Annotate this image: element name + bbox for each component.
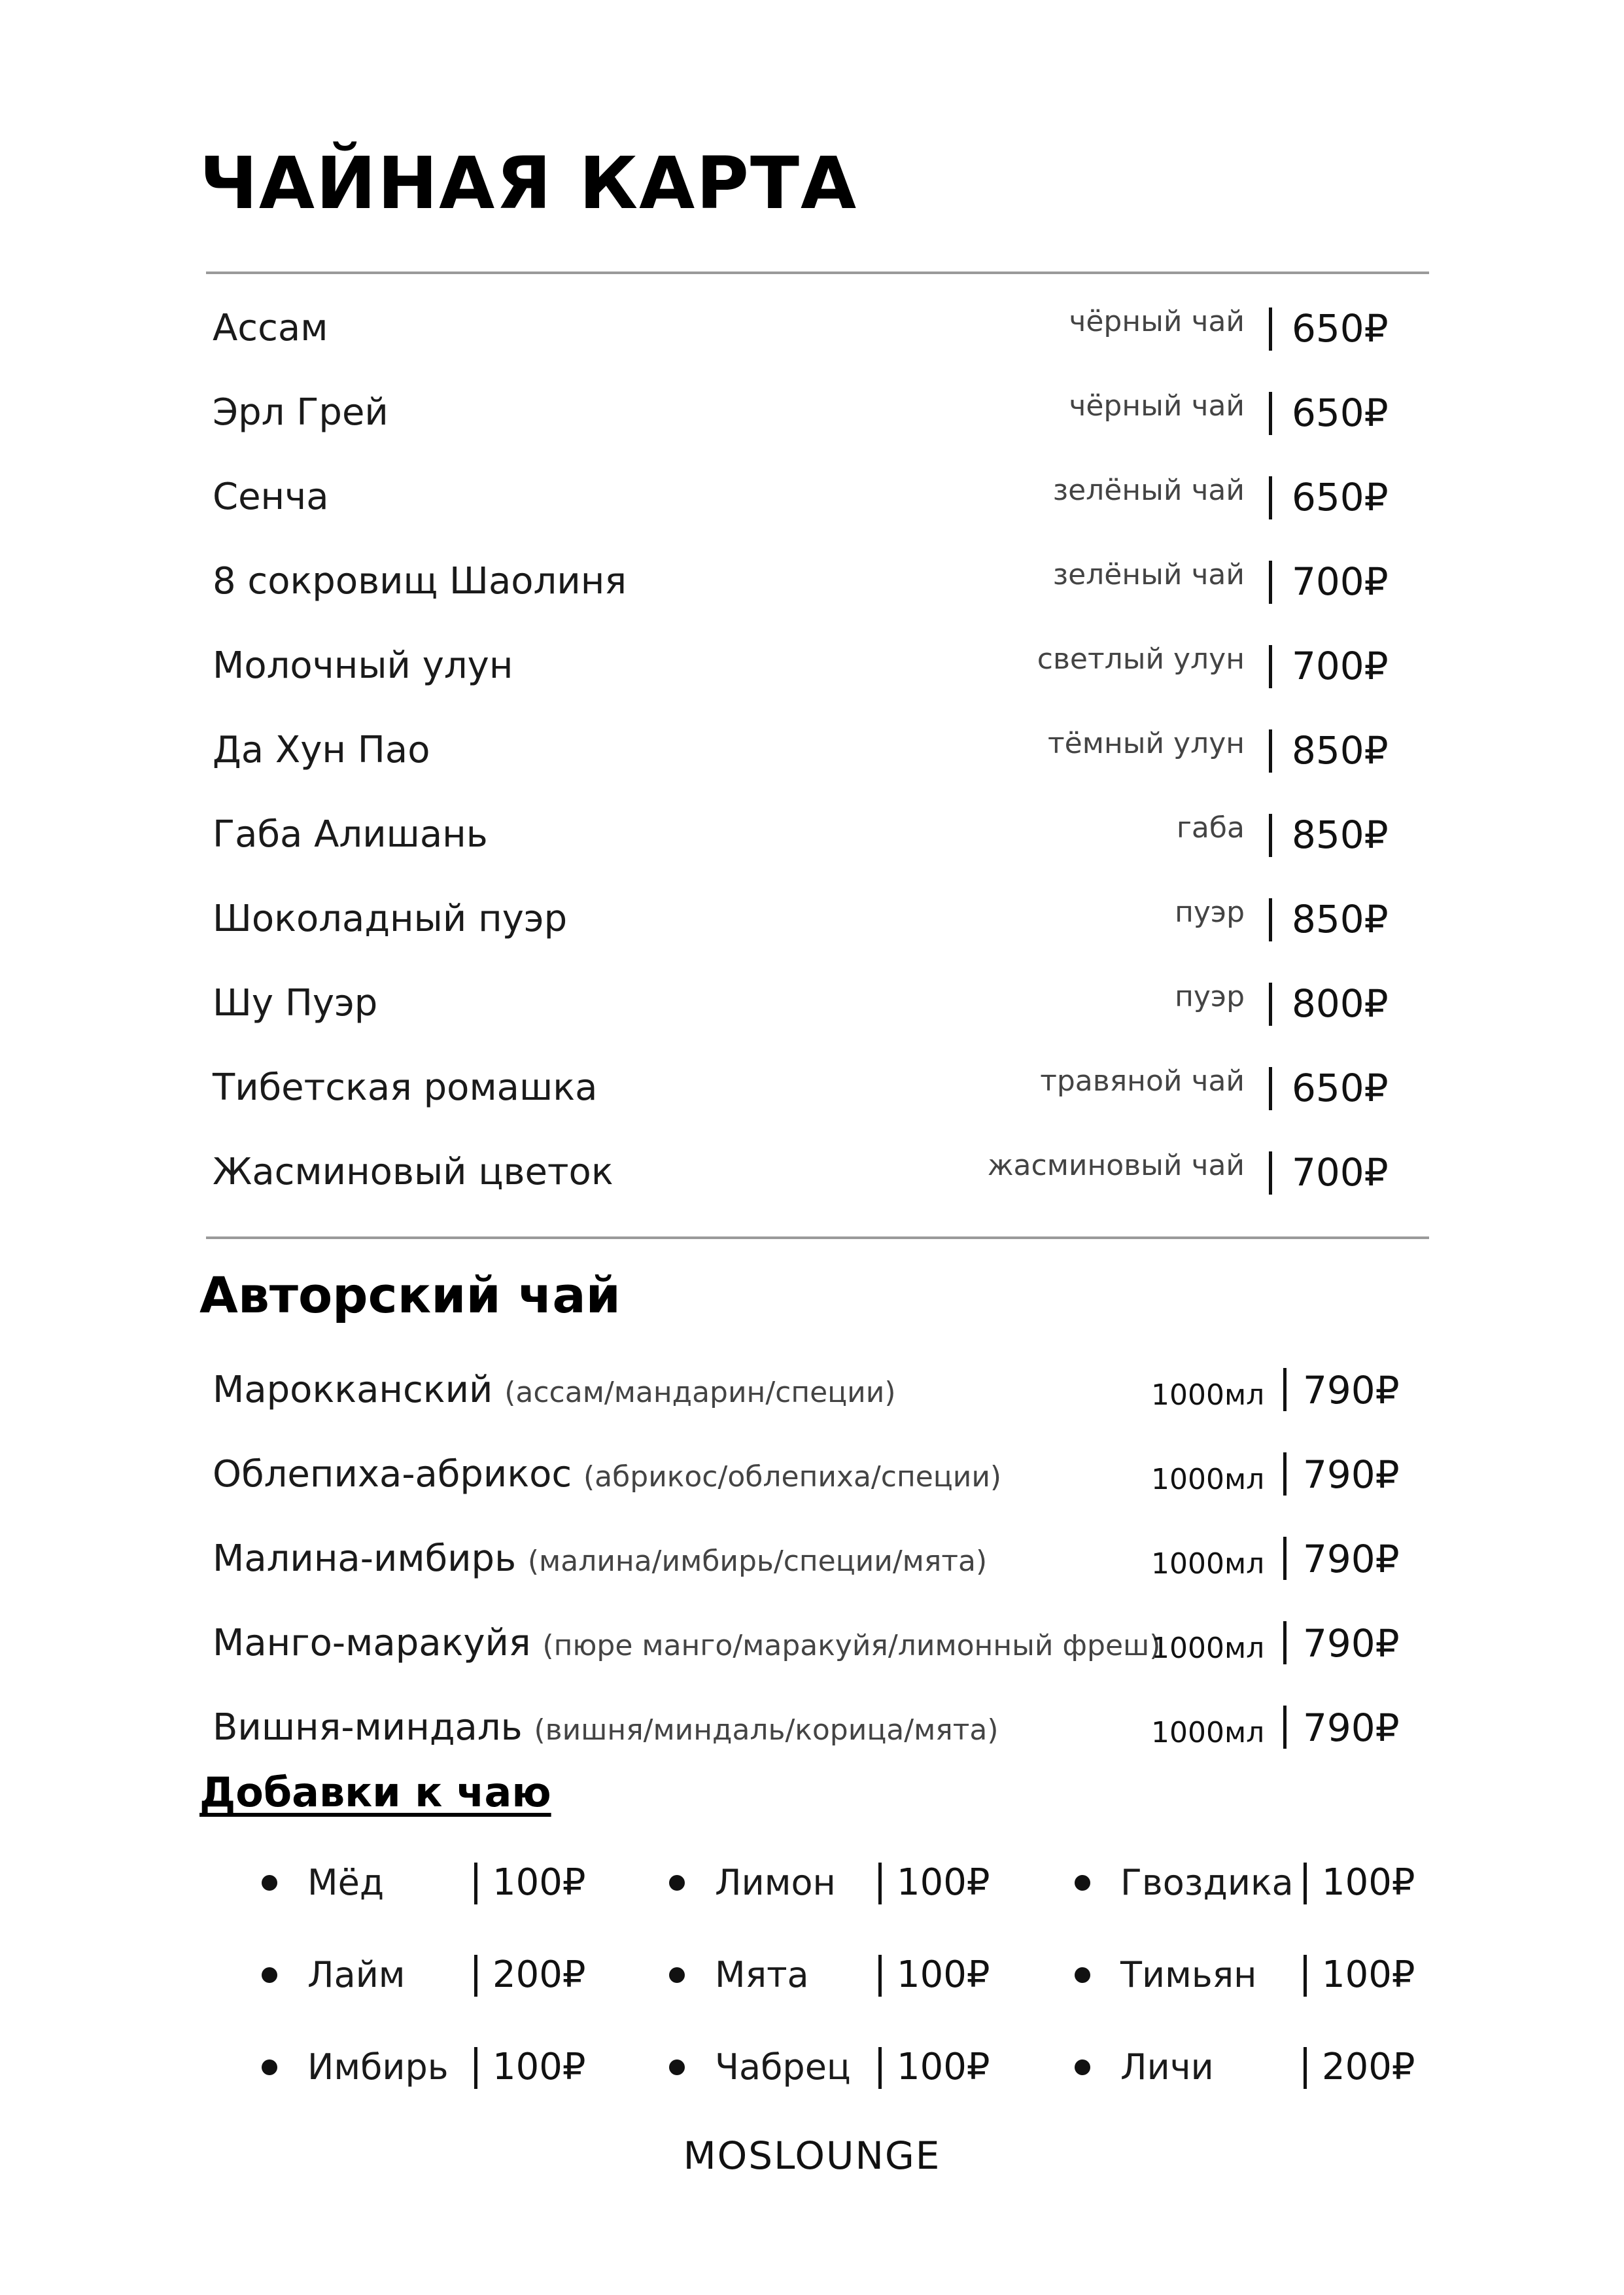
signature-name	[213, 1604, 1160, 1685]
bullet-icon	[262, 2059, 277, 2075]
addon-item	[669, 1847, 1094, 1919]
signature-name-text: Малина-имбирь	[213, 1537, 517, 1580]
signature-ingredients: (вишня/миндаль/корица/мята)	[534, 1713, 999, 1747]
tea-type: пуэр	[1175, 980, 1245, 1013]
addon-name: Мята	[715, 1954, 809, 1995]
price-separator	[1283, 1368, 1287, 1411]
tea-price: 700₽	[1292, 644, 1389, 688]
tea-price: 850₽	[1292, 813, 1389, 857]
price-separator	[1269, 392, 1272, 435]
addon-price: 100₽	[897, 1861, 990, 1904]
signature-row	[0, 1689, 1624, 1767]
signature-name	[213, 1435, 1001, 1516]
addons-section-title: Добавки к чаю	[199, 1768, 551, 1816]
signature-name	[213, 1520, 987, 1601]
tea-price: 700₽	[1292, 1150, 1389, 1195]
addon-price: 100₽	[1322, 1861, 1415, 1904]
price-separator	[1269, 898, 1272, 941]
signature-section-title: Авторский чай	[199, 1266, 621, 1324]
price-separator	[1283, 1452, 1287, 1496]
tea-type: чёрный чай	[1069, 305, 1245, 338]
price-separator	[1304, 1863, 1307, 1904]
addon-item	[669, 1939, 1094, 2011]
signature-price: 790₽	[1303, 1706, 1400, 1750]
signature-name	[213, 1689, 998, 1770]
tea-price: 850₽	[1292, 897, 1389, 941]
price-separator	[1269, 645, 1272, 688]
tea-row	[0, 1133, 1624, 1212]
tea-row	[0, 1049, 1624, 1127]
tea-type: габа	[1176, 811, 1245, 845]
signature-volume: 1000мл	[1151, 1716, 1265, 1749]
bullet-icon	[669, 2059, 685, 2075]
addon-price: 200₽	[492, 1953, 586, 1996]
tea-price: 650₽	[1292, 475, 1389, 519]
addon-name: Имбирь	[307, 2046, 449, 2088]
tea-price: 650₽	[1292, 391, 1389, 435]
price-separator	[1269, 814, 1272, 857]
tea-price: 700₽	[1292, 559, 1389, 604]
signature-name-text: Облепиха-абрикос	[213, 1453, 572, 1496]
bullet-icon	[262, 1967, 277, 1983]
price-separator	[1283, 1706, 1287, 1749]
tea-name: Молочный улун	[213, 644, 513, 687]
addon-item	[1075, 1939, 1500, 2011]
tea-row	[0, 711, 1624, 790]
price-separator	[474, 1955, 477, 1997]
signature-price: 790₽	[1303, 1368, 1400, 1412]
addon-item	[1075, 2031, 1500, 2103]
signature-volume: 1000мл	[1151, 1547, 1265, 1581]
signature-volume: 1000мл	[1151, 1463, 1265, 1496]
addon-item	[262, 1939, 687, 2011]
tea-name: Жасминовый цветок	[213, 1151, 613, 1193]
tea-row	[0, 880, 1624, 958]
tea-row	[0, 458, 1624, 536]
addon-item	[669, 2031, 1094, 2103]
page-title: ЧАЙНАЯ КАРТА	[199, 141, 858, 225]
addon-price: 200₽	[1322, 2046, 1415, 2088]
tea-name: Тибетская ромашка	[213, 1066, 598, 1109]
addon-price: 100₽	[897, 1953, 990, 1996]
signature-name-text: Марокканский	[213, 1369, 493, 1411]
price-separator	[1269, 1151, 1272, 1195]
addon-price: 100₽	[492, 1861, 586, 1904]
tea-type: зелёный чай	[1052, 558, 1245, 591]
tea-name: Сенча	[213, 476, 329, 518]
price-separator	[474, 2047, 477, 2089]
addon-item	[1075, 1847, 1500, 1919]
tea-name: Эрл Грей	[213, 391, 389, 434]
signature-name-text: Манго-маракуйя	[213, 1622, 531, 1664]
addon-item	[262, 1847, 687, 1919]
tea-type: жасминовый чай	[987, 1149, 1245, 1182]
signature-row	[0, 1604, 1624, 1683]
bullet-icon	[669, 1875, 685, 1891]
tea-row	[0, 964, 1624, 1043]
price-separator	[474, 1863, 477, 1904]
price-separator	[1283, 1537, 1287, 1580]
price-separator	[1283, 1621, 1287, 1664]
addon-name: Чабрец	[715, 2046, 851, 2088]
tea-price: 800₽	[1292, 981, 1389, 1026]
signature-price: 790₽	[1303, 1452, 1400, 1497]
divider-middle	[206, 1236, 1429, 1239]
bullet-icon	[1075, 1875, 1090, 1891]
tea-type: травяной чай	[1040, 1064, 1245, 1098]
tea-name: Ассам	[213, 307, 328, 349]
price-separator	[878, 1955, 882, 1997]
signature-price: 790₽	[1303, 1537, 1400, 1581]
addon-price: 100₽	[1322, 1953, 1415, 1996]
tea-price: 650₽	[1292, 1066, 1389, 1110]
tea-row	[0, 289, 1624, 368]
addon-name: Мёд	[307, 1862, 385, 1903]
tea-row	[0, 627, 1624, 705]
signature-volume: 1000мл	[1151, 1632, 1265, 1665]
signature-row	[0, 1351, 1624, 1429]
price-separator	[1269, 561, 1272, 604]
price-separator	[1304, 2047, 1307, 2089]
tea-name: 8 сокровищ Шаолиня	[213, 560, 627, 603]
addon-name: Лимон	[715, 1862, 836, 1903]
bullet-icon	[1075, 2059, 1090, 2075]
signature-ingredients: (ассам/мандарин/специи)	[504, 1376, 896, 1409]
price-separator	[1269, 983, 1272, 1026]
addon-item	[262, 2031, 687, 2103]
tea-price: 850₽	[1292, 728, 1389, 773]
bullet-icon	[669, 1967, 685, 1983]
tea-name: Габа Алишань	[213, 813, 488, 856]
signature-volume: 1000мл	[1151, 1378, 1265, 1412]
signature-price: 790₽	[1303, 1621, 1400, 1666]
signature-ingredients: (пюре манго/маракуйя/лимонный фреш)	[542, 1629, 1161, 1662]
price-separator	[878, 2047, 882, 2089]
signature-name	[213, 1351, 896, 1432]
signature-ingredients: (абрикос/облепиха/специи)	[583, 1460, 1002, 1494]
price-separator	[1269, 476, 1272, 519]
brand-footer: MOSLOUNGE	[683, 2133, 941, 2178]
tea-name: Шу Пуэр	[213, 982, 378, 1025]
signature-ingredients: (малина/имбирь/специи/мята)	[527, 1545, 988, 1578]
price-separator	[1269, 307, 1272, 351]
tea-row	[0, 374, 1624, 452]
tea-type: пуэр	[1175, 896, 1245, 929]
addon-name: Личи	[1120, 2046, 1214, 2088]
tea-type: тёмный улун	[1048, 727, 1245, 760]
tea-type: зелёный чай	[1052, 474, 1245, 507]
addon-price: 100₽	[492, 2046, 586, 2088]
addon-name: Гвоздика	[1120, 1862, 1294, 1903]
price-separator	[878, 1863, 882, 1904]
signature-row	[0, 1435, 1624, 1514]
signature-row	[0, 1520, 1624, 1598]
addon-name: Тимьян	[1120, 1954, 1257, 1995]
price-separator	[1304, 1955, 1307, 1997]
tea-name: Да Хун Пао	[213, 729, 430, 771]
tea-row	[0, 542, 1624, 621]
signature-name-text: Вишня-миндаль	[213, 1706, 523, 1749]
bullet-icon	[262, 1875, 277, 1891]
tea-row	[0, 796, 1624, 874]
tea-type: чёрный чай	[1069, 389, 1245, 423]
divider-top	[206, 272, 1429, 274]
price-separator	[1269, 1067, 1272, 1110]
tea-type: светлый улун	[1037, 642, 1245, 676]
addon-name: Лайм	[307, 1954, 406, 1995]
price-separator	[1269, 729, 1272, 773]
bullet-icon	[1075, 1967, 1090, 1983]
tea-price: 650₽	[1292, 306, 1389, 351]
addon-price: 100₽	[897, 2046, 990, 2088]
tea-name: Шоколадный пуэр	[213, 898, 568, 940]
